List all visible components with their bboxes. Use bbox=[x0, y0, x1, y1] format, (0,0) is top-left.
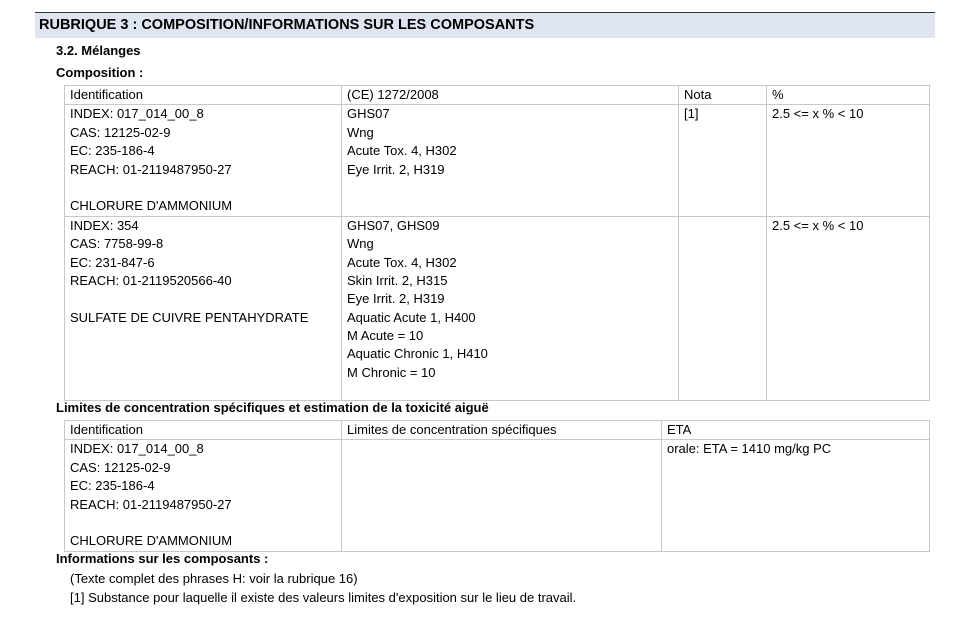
composition-label: Composition : bbox=[56, 65, 144, 80]
cell-line: Aquatic Chronic 1, H410 bbox=[347, 346, 488, 362]
cell-line: EC: 235-186-4 bbox=[70, 478, 155, 494]
cell-line: REACH: 01-2119487950-27 bbox=[70, 496, 232, 512]
composition-table bbox=[64, 85, 930, 401]
cell-line: CHLORURE D'AMMONIUM bbox=[70, 198, 233, 214]
table-row bbox=[65, 440, 930, 551]
cell-classification bbox=[342, 216, 679, 400]
cell-line: EC: 231-847-6 bbox=[70, 254, 155, 270]
info-label: Informations sur les composants : bbox=[56, 551, 269, 566]
info-line: [1] Substance pour laquelle il existe des valeurs limites d'exposition sur le lieu de travail. bbox=[70, 590, 577, 605]
subsection-title: 3.2. Mélanges bbox=[56, 43, 141, 58]
cell-line: INDEX: 354 bbox=[70, 217, 139, 233]
cell-line: GHS07 bbox=[347, 106, 390, 122]
cell-line: Acute Tox. 4, H302 bbox=[347, 254, 457, 270]
table-header-row bbox=[65, 421, 930, 440]
cell-line: CHLORURE D'AMMONIUM bbox=[70, 533, 233, 549]
cell-line: Eye Irrit. 2, H319 bbox=[347, 161, 445, 177]
cell-line: REACH: 01-2119520566-40 bbox=[70, 272, 232, 288]
cell-line: CAS: 12125-02-9 bbox=[70, 459, 171, 475]
cell-line: Wng bbox=[347, 124, 374, 140]
table-row bbox=[65, 105, 930, 216]
header-classification: (CE) 1272/2008 bbox=[342, 86, 679, 105]
cell-percent bbox=[767, 105, 930, 216]
cell-nota bbox=[679, 216, 767, 400]
header-nota: Nota bbox=[679, 86, 767, 105]
cell-line: 2.5 <= x % < 10 bbox=[772, 217, 864, 233]
cell-limits bbox=[342, 440, 662, 551]
cell-line: GHS07, GHS09 bbox=[347, 217, 440, 233]
limits-label: Limites de concentration spécifiques et estimation de la toxicité aiguë bbox=[56, 400, 489, 415]
header-percent: % bbox=[767, 86, 930, 105]
cell-line: M Acute = 10 bbox=[347, 328, 424, 344]
cell-line: Acute Tox. 4, H302 bbox=[347, 143, 457, 159]
cell-line: REACH: 01-2119487950-27 bbox=[70, 161, 232, 177]
cell-percent bbox=[767, 216, 930, 400]
cell-line: Skin Irrit. 2, H315 bbox=[347, 272, 448, 288]
cell-line: [1] bbox=[684, 106, 699, 122]
cell-line bbox=[70, 290, 341, 308]
cell-identification bbox=[65, 105, 342, 216]
cell-identification bbox=[65, 440, 342, 551]
header-limits: Limites de concentration spécifiques bbox=[342, 421, 662, 440]
cell-line: Wng bbox=[347, 236, 374, 252]
table-row bbox=[65, 216, 930, 400]
cell-eta bbox=[662, 440, 930, 551]
cell-line bbox=[70, 179, 341, 197]
limits-table bbox=[64, 420, 930, 552]
table-header-row bbox=[65, 86, 930, 105]
cell-line: INDEX: 017_014_00_8 bbox=[70, 441, 204, 457]
cell-line: Aquatic Acute 1, H400 bbox=[347, 309, 476, 325]
section-title: RUBRIQUE 3 : COMPOSITION/INFORMATIONS SUR LES COMPOSANTS bbox=[35, 12, 935, 38]
cell-line bbox=[70, 514, 341, 532]
cell-identification bbox=[65, 216, 342, 400]
header-identification: Identification bbox=[65, 421, 342, 440]
cell-line: CAS: 7758-99-8 bbox=[70, 236, 164, 252]
cell-line: CAS: 12125-02-9 bbox=[70, 124, 171, 140]
cell-line: EC: 235-186-4 bbox=[70, 143, 155, 159]
cell-line: SULFATE DE CUIVRE PENTAHYDRATE bbox=[70, 309, 309, 325]
cell-classification bbox=[342, 105, 679, 216]
header-identification: Identification bbox=[65, 86, 342, 105]
cell-line: 2.5 <= x % < 10 bbox=[772, 106, 864, 122]
cell-line: M Chronic = 10 bbox=[347, 364, 436, 380]
header-eta: ETA bbox=[662, 421, 930, 440]
cell-line: INDEX: 017_014_00_8 bbox=[70, 106, 204, 122]
cell-line: orale: ETA = 1410 mg/kg PC bbox=[667, 441, 832, 457]
cell-line: Eye Irrit. 2, H319 bbox=[347, 291, 445, 307]
info-line: (Texte complet des phrases H: voir la rubrique 16) bbox=[70, 571, 358, 586]
cell-nota bbox=[679, 105, 767, 216]
